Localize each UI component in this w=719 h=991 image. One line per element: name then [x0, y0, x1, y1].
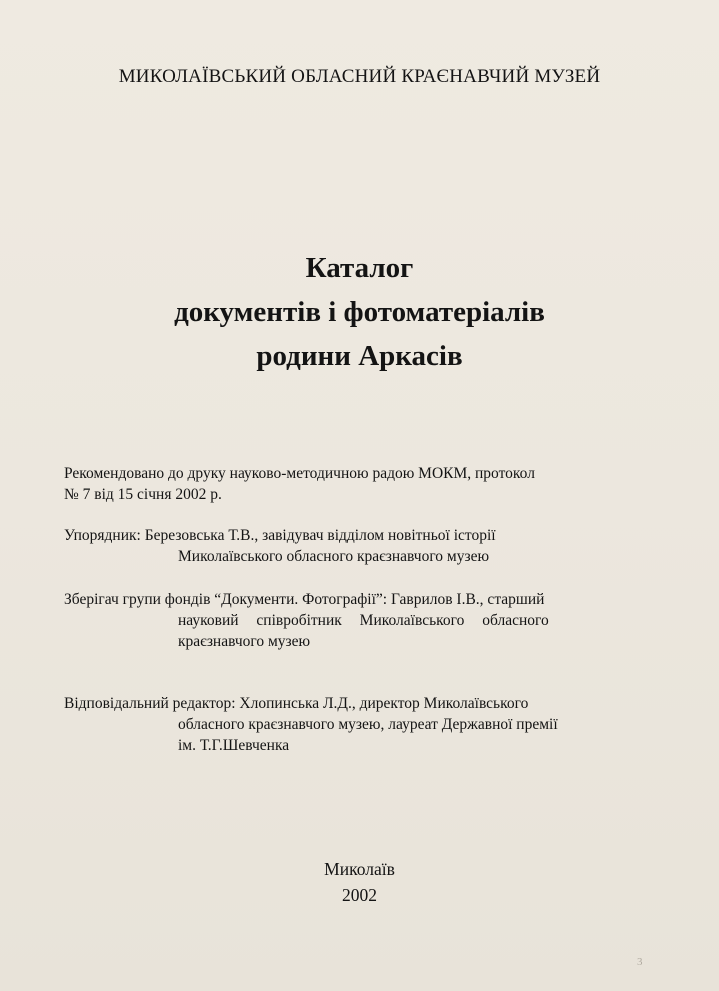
editor-line-1: Відповідальний редактор: Хлопинська Л.Д., директор Миколаївського [64, 695, 529, 712]
editor-line-3: ім. Т.Г.Шевченка [178, 737, 290, 754]
keeper-line-1: Зберігач групи фондів “Документи. Фотографії”: Гаврилов І.В., старший [64, 591, 545, 608]
imprint-city: Миколаїв [324, 859, 395, 879]
keeper-line-3: краєзнавчого музею [178, 633, 311, 650]
compiler-line-1: Упорядник: Березовська Т.В., завідувач відділом новітньої історії [64, 527, 496, 544]
compiler-line-2: Миколаївського обласного краєзнавчого музею [178, 548, 490, 565]
catalog-title [0, 246, 719, 378]
page-number: 3 [637, 956, 643, 968]
title-line-1: Каталог [305, 252, 414, 284]
recommendation-line-2: № 7 від 15 січня 2002 р. [64, 486, 222, 503]
imprint [0, 856, 719, 908]
recommendation-line-1: Рекомендовано до друку науково-методичною радою МОКМ, протокол [64, 465, 535, 482]
museum-header: МИКОЛАЇВСЬКИЙ ОБЛАСНИЙ КРАЄНАВЧИЙ МУЗЕЙ [118, 66, 601, 87]
imprint-year: 2002 [342, 885, 377, 905]
editor-line-2: обласного краєзнавчого музею, лауреат Державної премії [178, 716, 558, 733]
title-line-3: родини Аркасів [256, 340, 463, 372]
compiler-credit [64, 525, 664, 567]
editor-credit [64, 693, 664, 756]
title-line-2: документів і фотоматеріалів [174, 296, 545, 328]
keeper-line-2: науковий співробітник Миколаївського обласного [178, 612, 549, 629]
recommendation-note [64, 463, 664, 505]
keeper-credit [64, 589, 664, 652]
